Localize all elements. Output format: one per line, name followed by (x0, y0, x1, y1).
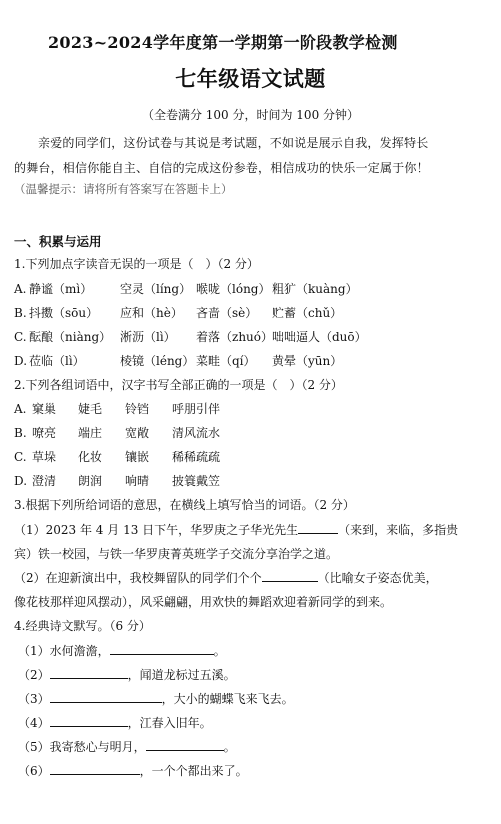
answer-blank[interactable] (110, 643, 214, 655)
q2-option-d-letter: D. (14, 474, 28, 488)
q2-option-a-item-1: 窠巢 (32, 402, 57, 416)
q2-option-a-item-3: 铃铛 (125, 402, 150, 416)
q3-item-2-text-b: （比喻女子姿态优美， (317, 571, 438, 585)
question-2-stem: 2.下列各组词语中，汉字书写全部正确的一项是（ ）（2 分） (14, 378, 343, 392)
q3-item-1-text-b: （来到，来临，多指贵 (338, 523, 459, 537)
question-3-stem: 3.根据下列所给词语的意思，在横线上填写恰当的词语。（2 分） (14, 498, 355, 512)
q1-option-c-item-3: 着落（zhuó） (196, 330, 274, 344)
answer-blank[interactable] (50, 715, 128, 727)
q2-option-a-item-2: 婕毛 (78, 402, 103, 416)
q1-option-b-letter: B. (14, 306, 27, 320)
subject-title: 七年级语文试题 (175, 66, 326, 91)
q4-item-4-pre: （4） (18, 716, 50, 730)
q2-option-b-item-1: 嘹亮 (32, 426, 57, 440)
q4-item-3 (18, 691, 294, 707)
q1-option-d-item-2: 棱镜（léng） (120, 354, 195, 368)
q1-option-b-item-3: 吝啬（sè） (196, 306, 258, 320)
answer-blank[interactable] (298, 522, 338, 534)
q1-option-d-item-3: 菜畦（qí） (196, 354, 256, 368)
q4-item-3-pre: （3） (18, 692, 50, 706)
q4-item-5 (18, 739, 236, 755)
q3-item-2-cont: 像花枝那样迎风摆动），风采翩翩，用欢快的舞蹈欢迎着新同学的到来。 (14, 595, 393, 609)
q4-item-5-post: 。 (223, 740, 236, 754)
q3-item-2 (14, 570, 438, 586)
q1-option-a-item-3: 喉咙（lóng） (196, 282, 271, 296)
answer-blank[interactable] (146, 739, 224, 751)
q2-option-b-item-4: 清风流水 (172, 426, 221, 440)
answer-blank[interactable] (50, 667, 128, 679)
q4-item-2-pre: （2） (18, 668, 50, 682)
q3-item-1-cont: 宾）铁一校园，与铁一华罗庚菁英班学子交流分享治学之道。 (14, 547, 339, 561)
q3-item-1 (14, 522, 458, 538)
question-4-stem: 4.经典诗文默写。（6 分） (14, 619, 151, 633)
q1-option-d-item-4: 黄晕（yūn） (272, 354, 343, 368)
answer-blank[interactable] (262, 570, 318, 582)
q2-option-d-item-3: 响晴 (125, 474, 150, 488)
q2-option-a-letter: A. (14, 402, 27, 416)
q3-item-1-text-a: （1）2023 年 4 月 13 日下午，华罗庚之子华光先生 (14, 523, 299, 537)
q4-item-4 (18, 715, 212, 731)
q4-item-6 (18, 763, 248, 779)
tip-text: （温馨提示：请将所有答案写在答题卡上） (14, 182, 233, 196)
q1-option-b-item-1: 抖擞（sōu） (29, 306, 99, 320)
q1-option-c-item-2: 淅沥（lì） (120, 330, 176, 344)
intro-line-2: 的舞台，相信你能自主、自信的完成这份参卷，相信成功的快乐一定属于你！ (14, 161, 429, 175)
q1-option-a-item-1: 静谧（mì） (29, 282, 93, 296)
q4-item-1 (18, 643, 226, 659)
q2-option-a-item-4: 呼朋引伴 (172, 402, 221, 416)
q4-item-1-post: 。 (213, 644, 226, 658)
question-1-stem: 1.下列加点字读音无误的一项是（ ）（2 分） (14, 257, 259, 271)
q4-item-6-post: ，一个个都出来了。 (139, 764, 248, 778)
q2-option-d-item-1: 澄清 (32, 474, 57, 488)
q2-option-c-letter: C. (14, 450, 27, 464)
q1-option-c-letter: C. (14, 330, 27, 344)
q2-option-b-item-2: 端庄 (78, 426, 103, 440)
exam-title: 2023~2024学年度第一学期第一阶段教学检测 (48, 33, 398, 52)
q1-option-d-letter: D. (14, 354, 28, 368)
q2-option-c-item-3: 镶嵌 (125, 450, 150, 464)
answer-blank[interactable] (50, 763, 140, 775)
q2-option-d-item-4: 披簑戴笠 (172, 474, 221, 488)
q4-item-5-pre: （5）我寄愁心与明月， (18, 740, 146, 754)
q1-option-a-letter: A. (14, 282, 27, 296)
q1-option-b-item-4: 贮蓄（chǔ） (272, 306, 343, 320)
q2-option-b-item-3: 宽敞 (125, 426, 150, 440)
q1-option-c-item-1: 酝酿（niàng） (29, 330, 112, 344)
q2-option-d-item-2: 朗润 (78, 474, 103, 488)
q2-option-c-item-1: 草垛 (32, 450, 57, 464)
exam-subtitle: （全卷满分 100 分，时间为 100 分钟） (141, 108, 360, 122)
q2-option-c-item-4: 稀稀疏疏 (172, 450, 221, 464)
q4-item-3-post: ，大小的蝴蝶飞来飞去。 (161, 692, 294, 706)
q2-option-c-item-2: 化妆 (78, 450, 103, 464)
answer-blank[interactable] (50, 691, 162, 703)
section-title: 一、积累与运用 (14, 234, 102, 249)
q1-option-d-item-1: 莅临（lì） (29, 354, 85, 368)
q1-option-c-item-4: 咄咄逼人（duō） (272, 330, 367, 344)
q4-item-4-post: ，江春入旧年。 (127, 716, 212, 730)
q4-item-2 (18, 667, 236, 683)
intro-line-1: 亲爱的同学们，这份试卷与其说是考试题，不如说是展示自我，发挥特长 (38, 136, 429, 150)
q3-item-2-text-a: （2）在迎新演出中，我校舞留队的同学们个个 (14, 571, 262, 585)
q2-option-b-letter: B. (14, 426, 27, 440)
q4-item-2-post: ，闻道龙标过五溪。 (127, 668, 236, 682)
q4-item-6-pre: （6） (18, 764, 50, 778)
q4-item-1-pre: （1）水何澹澹， (18, 644, 110, 658)
q1-option-b-item-2: 应和（hè） (120, 306, 183, 320)
q1-option-a-item-2: 空灵（líng） (120, 282, 192, 296)
q1-option-a-item-4: 粗犷（kuàng） (272, 282, 358, 296)
